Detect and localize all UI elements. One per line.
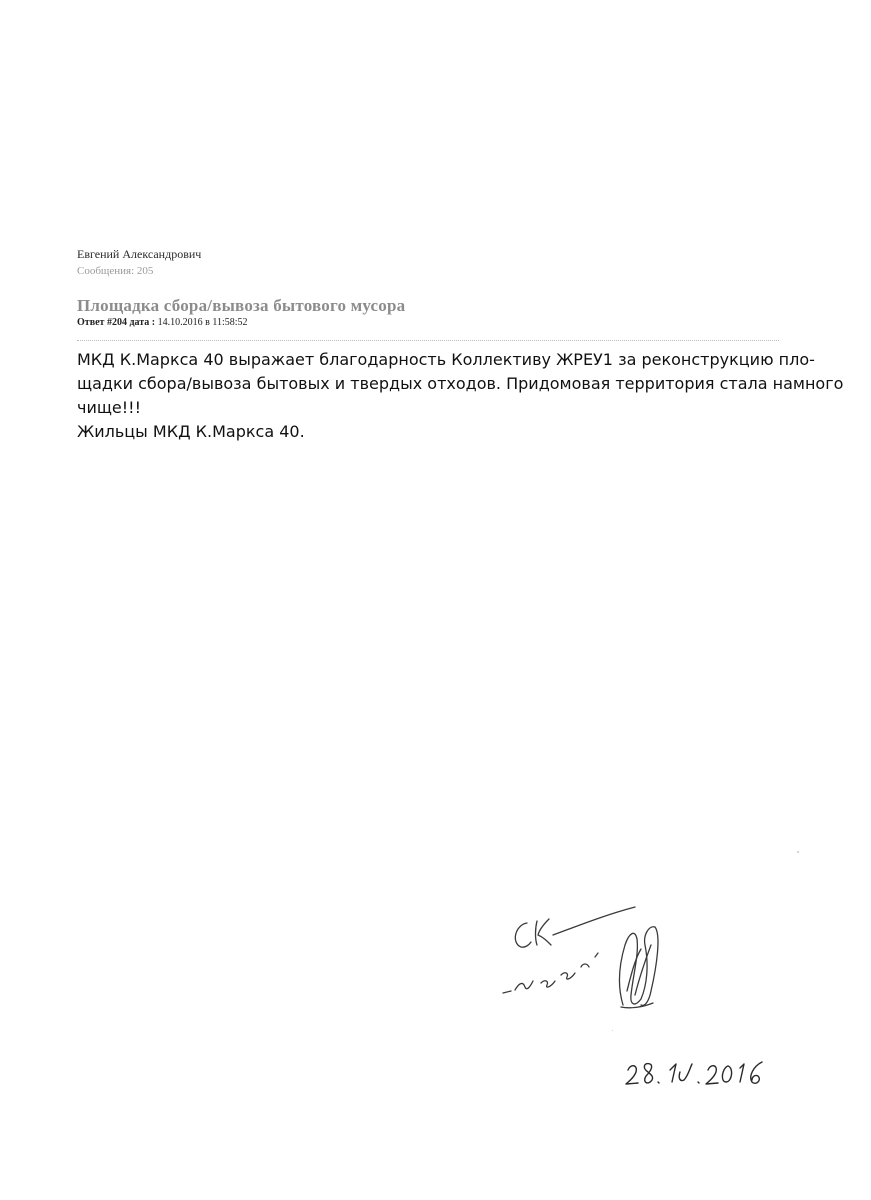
author-message-count: Сообщения: 205 [77, 265, 154, 277]
handwritten-signature [485, 895, 675, 1025]
message-body [77, 348, 844, 444]
reply-meta [77, 317, 777, 329]
reply-datetime: 14.10.2016 в 11:58:52 [157, 317, 248, 328]
reply-label: Ответ #204 дата : [77, 317, 156, 328]
message-line: щадки сбора/вывоза бытовых и твердых отходов. Придомовая территория стала намного [77, 374, 844, 393]
scan-speck [797, 851, 799, 853]
topic-header [77, 296, 777, 329]
header-divider [77, 340, 779, 341]
message-line: чище!!! [77, 398, 142, 417]
scan-speck [612, 1030, 613, 1031]
message-line: Жильцы МКД К.Маркса 40. [77, 422, 305, 441]
author-name: Евгений Александрович [77, 247, 202, 261]
handwritten-date [618, 1048, 778, 1094]
message-line: МКД К.Маркса 40 выражает благодарность Коллективу ЖРЕУ1 за реконструкцию пло- [77, 350, 815, 369]
author-block [77, 247, 201, 278]
topic-title: Площадка сбора/вывоза бытового мусора [77, 296, 406, 315]
